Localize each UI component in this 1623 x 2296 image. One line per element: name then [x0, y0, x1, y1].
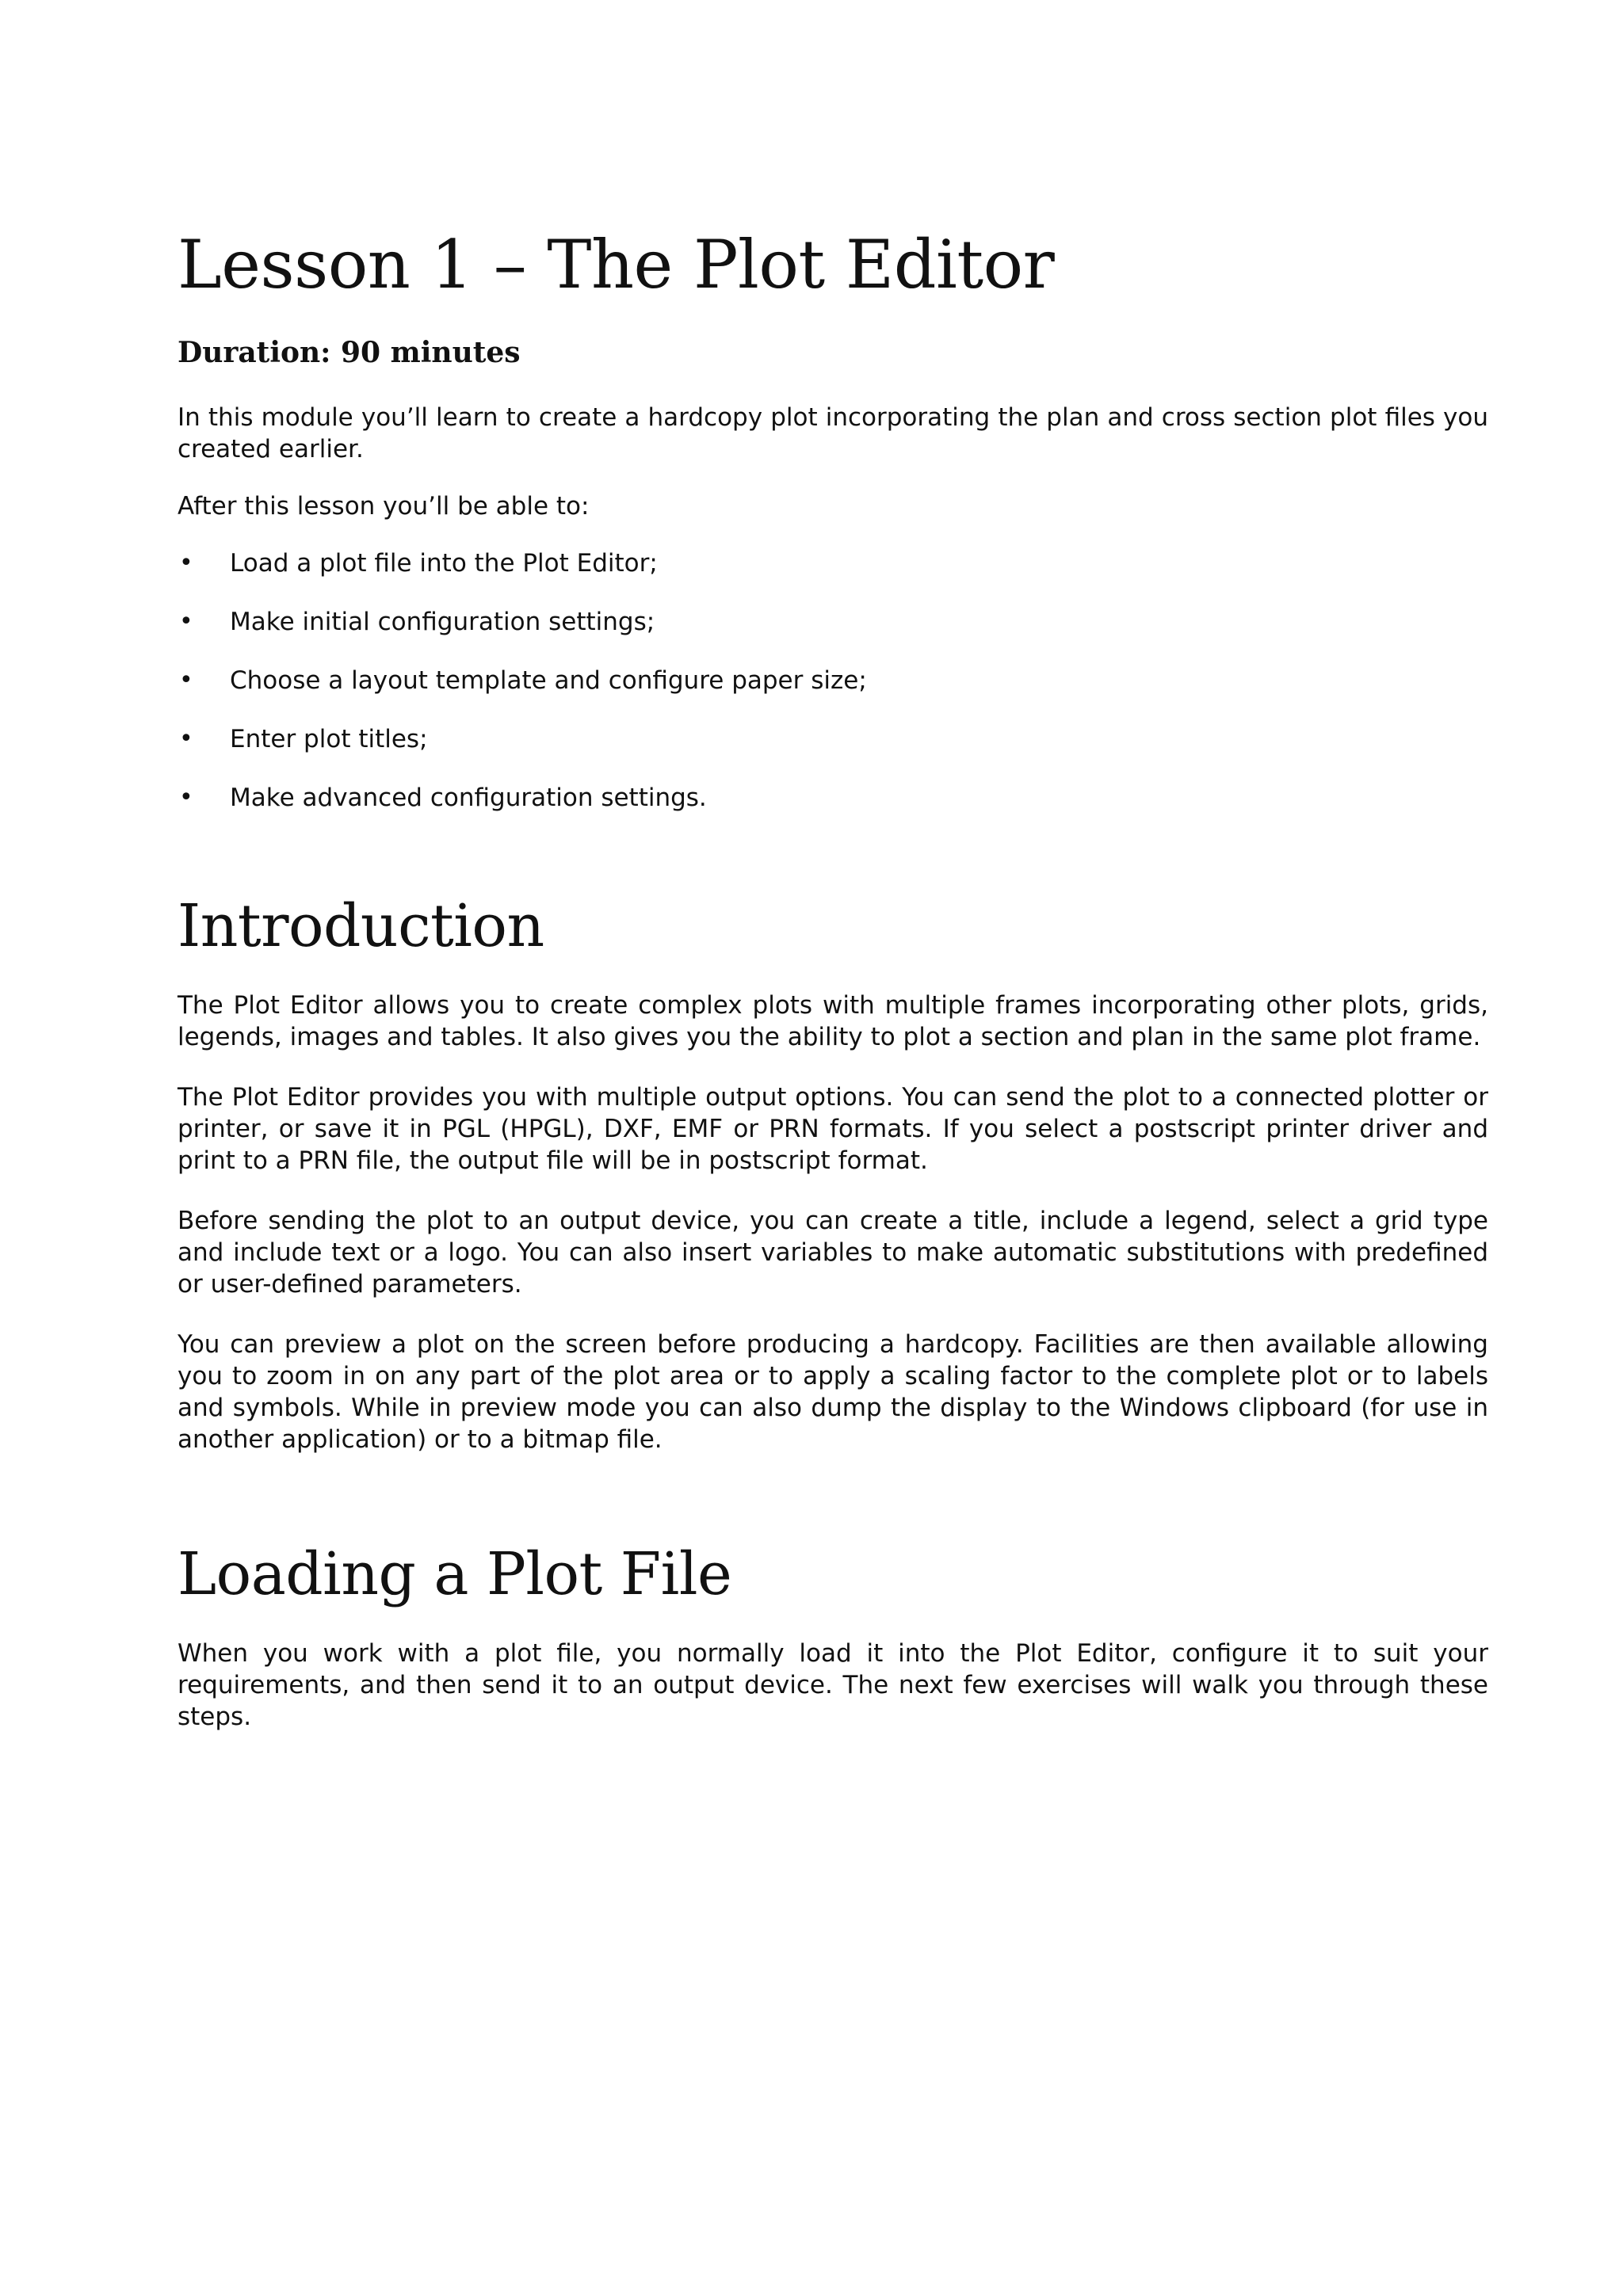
objective-text: Enter plot titles; — [230, 725, 428, 754]
objective-text: Choose a layout template and configure paper size; — [230, 666, 867, 696]
page-content — [178, 226, 1488, 1733]
objective-item — [178, 547, 1488, 579]
loading-paragraph: When you work with a plot file, you normally load it into the Plot Editor, configure it to suit your requirements, and then send it to an output device. The next few exercises will walk you through these steps. — [178, 1638, 1488, 1731]
objectives-lead-in: After this lesson you’ll be able to: — [178, 492, 590, 521]
objective-text: Make advanced configuration settings. — [230, 784, 707, 813]
lesson-title: Lesson 1 – The Plot Editor — [178, 226, 1055, 303]
loading-plot-file-heading: Loading a Plot File — [178, 1540, 732, 1609]
introduction-paragraph: Before sending the plot to an output device, you can create a title, include a legend, select a grid type and include text or a logo. You can also insert variables to make automatic substitutions with predefined or user-defined parameters. — [178, 1207, 1488, 1299]
duration-label: Duration: 90 minutes — [178, 336, 521, 370]
bullet-icon: • — [179, 666, 193, 695]
objective-item — [178, 723, 1488, 755]
bullet-icon: • — [179, 549, 193, 578]
bullet-icon: • — [179, 725, 193, 753]
objectives-list — [178, 547, 1488, 814]
objective-item — [178, 665, 1488, 696]
introduction-paragraph: The Plot Editor provides you with multiple output options. You can send the plot to a connected plotter or printer, or save it in PGL (HPGL), DXF, EMF or PRN formats. If you select a postscript printer driver and print to a PRN file, the output file will be in postscript format. — [178, 1083, 1488, 1176]
bullet-icon: • — [179, 784, 193, 812]
introduction-heading: Introduction — [178, 892, 544, 961]
introduction-paragraph: The Plot Editor allows you to create complex plots with multiple frames incorporating other plots, grids, legends, images and tables. It also gives you the ability to plot a section and plan in the same plot frame. — [178, 991, 1488, 1052]
objective-item — [178, 782, 1488, 814]
introduction-paragraph: You can preview a plot on the screen before producing a hardcopy. Facilities are then available allowing you to zoom in on any part of the plot area or to apply a scaling factor to the complete plot or to labels and symbols. While in preview mode you can also dump the display to the Windows clipboard (for use in another application) or to a bitmap file. — [178, 1330, 1488, 1455]
objective-item — [178, 606, 1488, 638]
objective-text: Load a plot file into the Plot Editor; — [230, 549, 658, 578]
objective-text: Make initial configuration settings; — [230, 608, 655, 637]
lesson-intro-paragraph: In this module you’ll learn to create a hardcopy plot incorporating the plan and cross section plot files you created earlier. — [178, 403, 1488, 464]
bullet-icon: • — [179, 608, 193, 636]
